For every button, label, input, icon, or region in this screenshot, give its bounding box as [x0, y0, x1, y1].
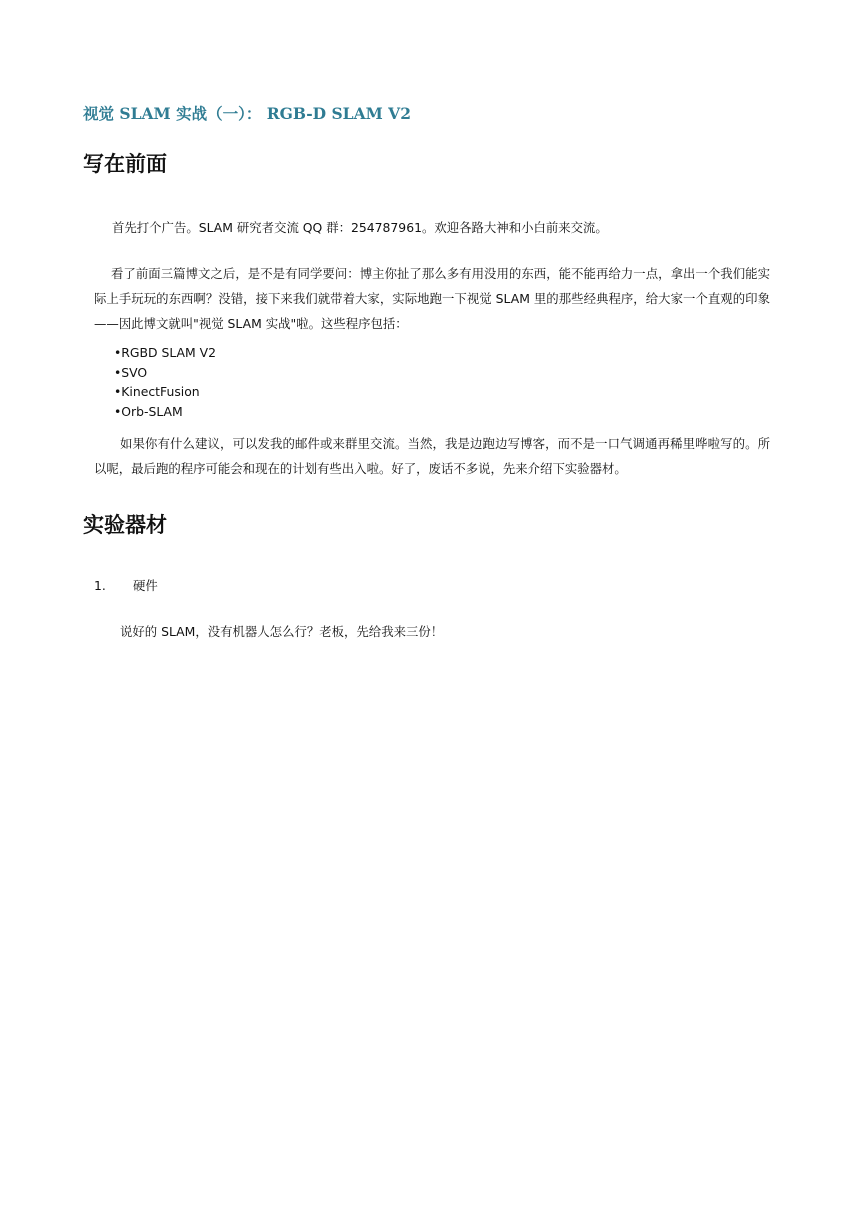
paragraph-notes: 如果你有什么建议，可以发我的邮件或来群里交流。当然，我是边跑边写博客，而不是一口气调通再稀里哗啦写的。所以呢，最后跑的程序可能会和现在的计划有些出入啦。好了，废话不多说，先来介绍下实验器材。 — [94, 436, 770, 476]
section-heading-preface: 写在前面 — [83, 152, 167, 176]
item-label: 硬件 — [133, 578, 158, 593]
paragraph-ad: 首先打个广告。SLAM 研究者交流 QQ 群：254787961。欢迎各路大神和小白前来交流。 — [112, 220, 608, 235]
numbered-item-hardware — [94, 576, 158, 596]
paragraph-hardware: 说好的 SLAM，没有机器人怎么行？老板，先给我来三份！ — [120, 624, 444, 639]
list-item: •RGBD SLAM V2 — [114, 345, 217, 360]
item-number: 1. — [94, 578, 106, 593]
section-heading-equipment: 实验器材 — [83, 513, 167, 537]
list-item: •KinectFusion — [114, 384, 200, 399]
list-item: •Orb-SLAM — [114, 403, 183, 419]
program-list — [114, 343, 216, 421]
list-item: •SVO — [114, 364, 148, 380]
paragraph-intro: 看了前面三篇博文之后，是不是有同学要问：博主你扯了那么多有用没用的东西，能不能再给力一点，拿出一个我们能实际上手玩玩的东西啊？没错，接下来我们就带着大家，实际地跑一下视觉 SLAM 里的那些经典程序，给大家一个直观的印象——因此博文就叫"视觉 SLAM 实战"啦。这些程序包括： — [94, 266, 770, 331]
document-title: 视觉 SLAM 实战（一）： RGB-D SLAM V2 — [83, 104, 411, 123]
